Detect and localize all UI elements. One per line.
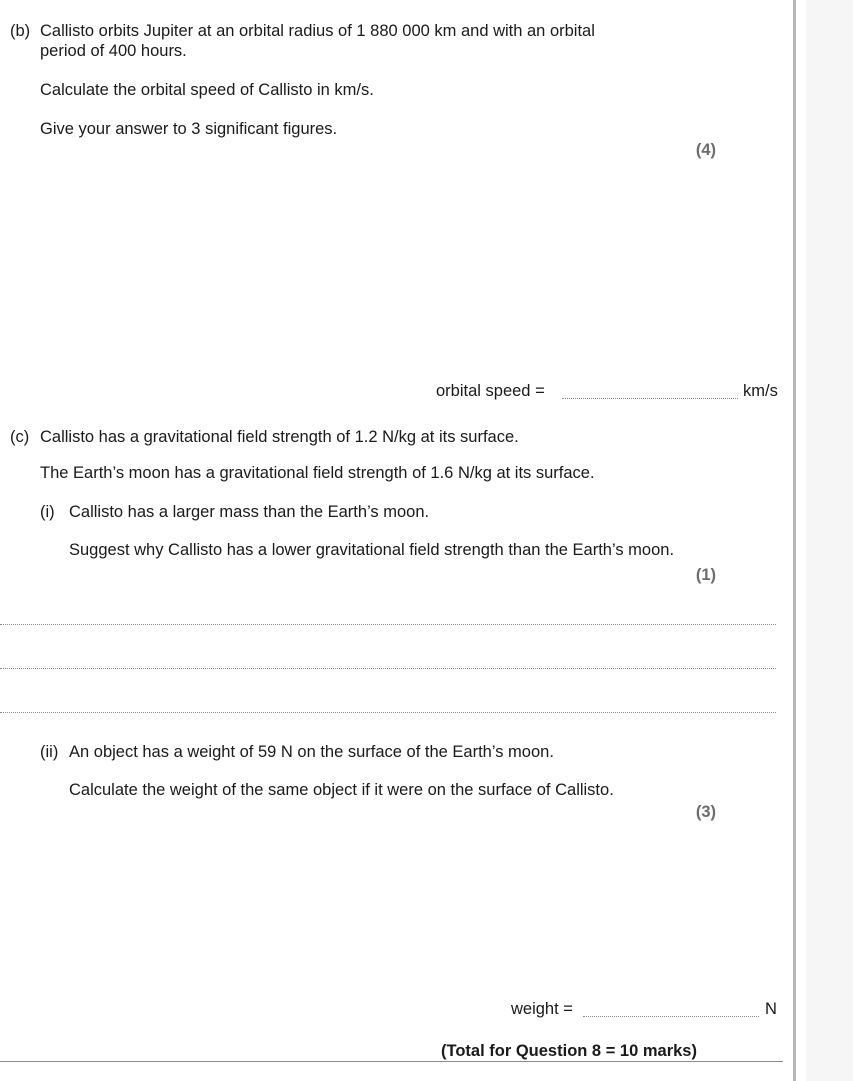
sub-i-text: Callisto has a larger mass than the Earth’s moon. bbox=[69, 503, 430, 521]
part-b-marks: (4) bbox=[695, 141, 716, 159]
part-c-line-2: The Earth’s moon has a gravitational field strength of 1.6 N/kg at its surface. bbox=[40, 464, 595, 482]
sub-i-marks: (1) bbox=[695, 566, 716, 584]
page-edge-rule bbox=[793, 0, 796, 1081]
part-b-label: (b) bbox=[10, 22, 31, 40]
part-b-line-2: period of 400 hours. bbox=[40, 42, 187, 60]
total-marks: (Total for Question 8 = 10 marks) bbox=[441, 1042, 697, 1060]
part-b-sig-figs: Give your answer to 3 significant figures. bbox=[40, 120, 338, 138]
weight-answer-line[interactable] bbox=[583, 1016, 759, 1017]
part-c-label: (c) bbox=[10, 428, 30, 446]
sub-ii-question: Calculate the weight of the same object if it were on the surface of Callisto. bbox=[69, 781, 614, 799]
orbital-speed-answer-line[interactable] bbox=[562, 398, 738, 399]
part-b-line-1: Callisto orbits Jupiter at an orbital radius of 1 880 000 km and with an orbital bbox=[40, 22, 595, 40]
orbital-speed-unit: km/s bbox=[743, 382, 778, 400]
answer-line-1[interactable] bbox=[0, 624, 776, 625]
answer-line-3[interactable] bbox=[0, 712, 776, 713]
page-margin bbox=[806, 0, 853, 1081]
orbital-speed-label: orbital speed = bbox=[436, 382, 545, 400]
part-b-instruction: Calculate the orbital speed of Callisto in km/s. bbox=[40, 81, 374, 99]
total-rule bbox=[0, 1061, 783, 1062]
weight-unit: N bbox=[765, 1000, 777, 1018]
sub-i-question: Suggest why Callisto has a lower gravitational field strength than the Earth’s moon. bbox=[69, 541, 675, 559]
sub-ii-text: An object has a weight of 59 N on the surface of the Earth’s moon. bbox=[69, 743, 554, 761]
answer-line-2[interactable] bbox=[0, 668, 776, 669]
sub-ii-marks: (3) bbox=[695, 803, 716, 821]
sub-i-label: (i) bbox=[40, 503, 55, 521]
part-c-line-1: Callisto has a gravitational field strength of 1.2 N/kg at its surface. bbox=[40, 428, 519, 446]
sub-ii-label: (ii) bbox=[40, 743, 59, 761]
weight-label: weight = bbox=[511, 1000, 573, 1018]
